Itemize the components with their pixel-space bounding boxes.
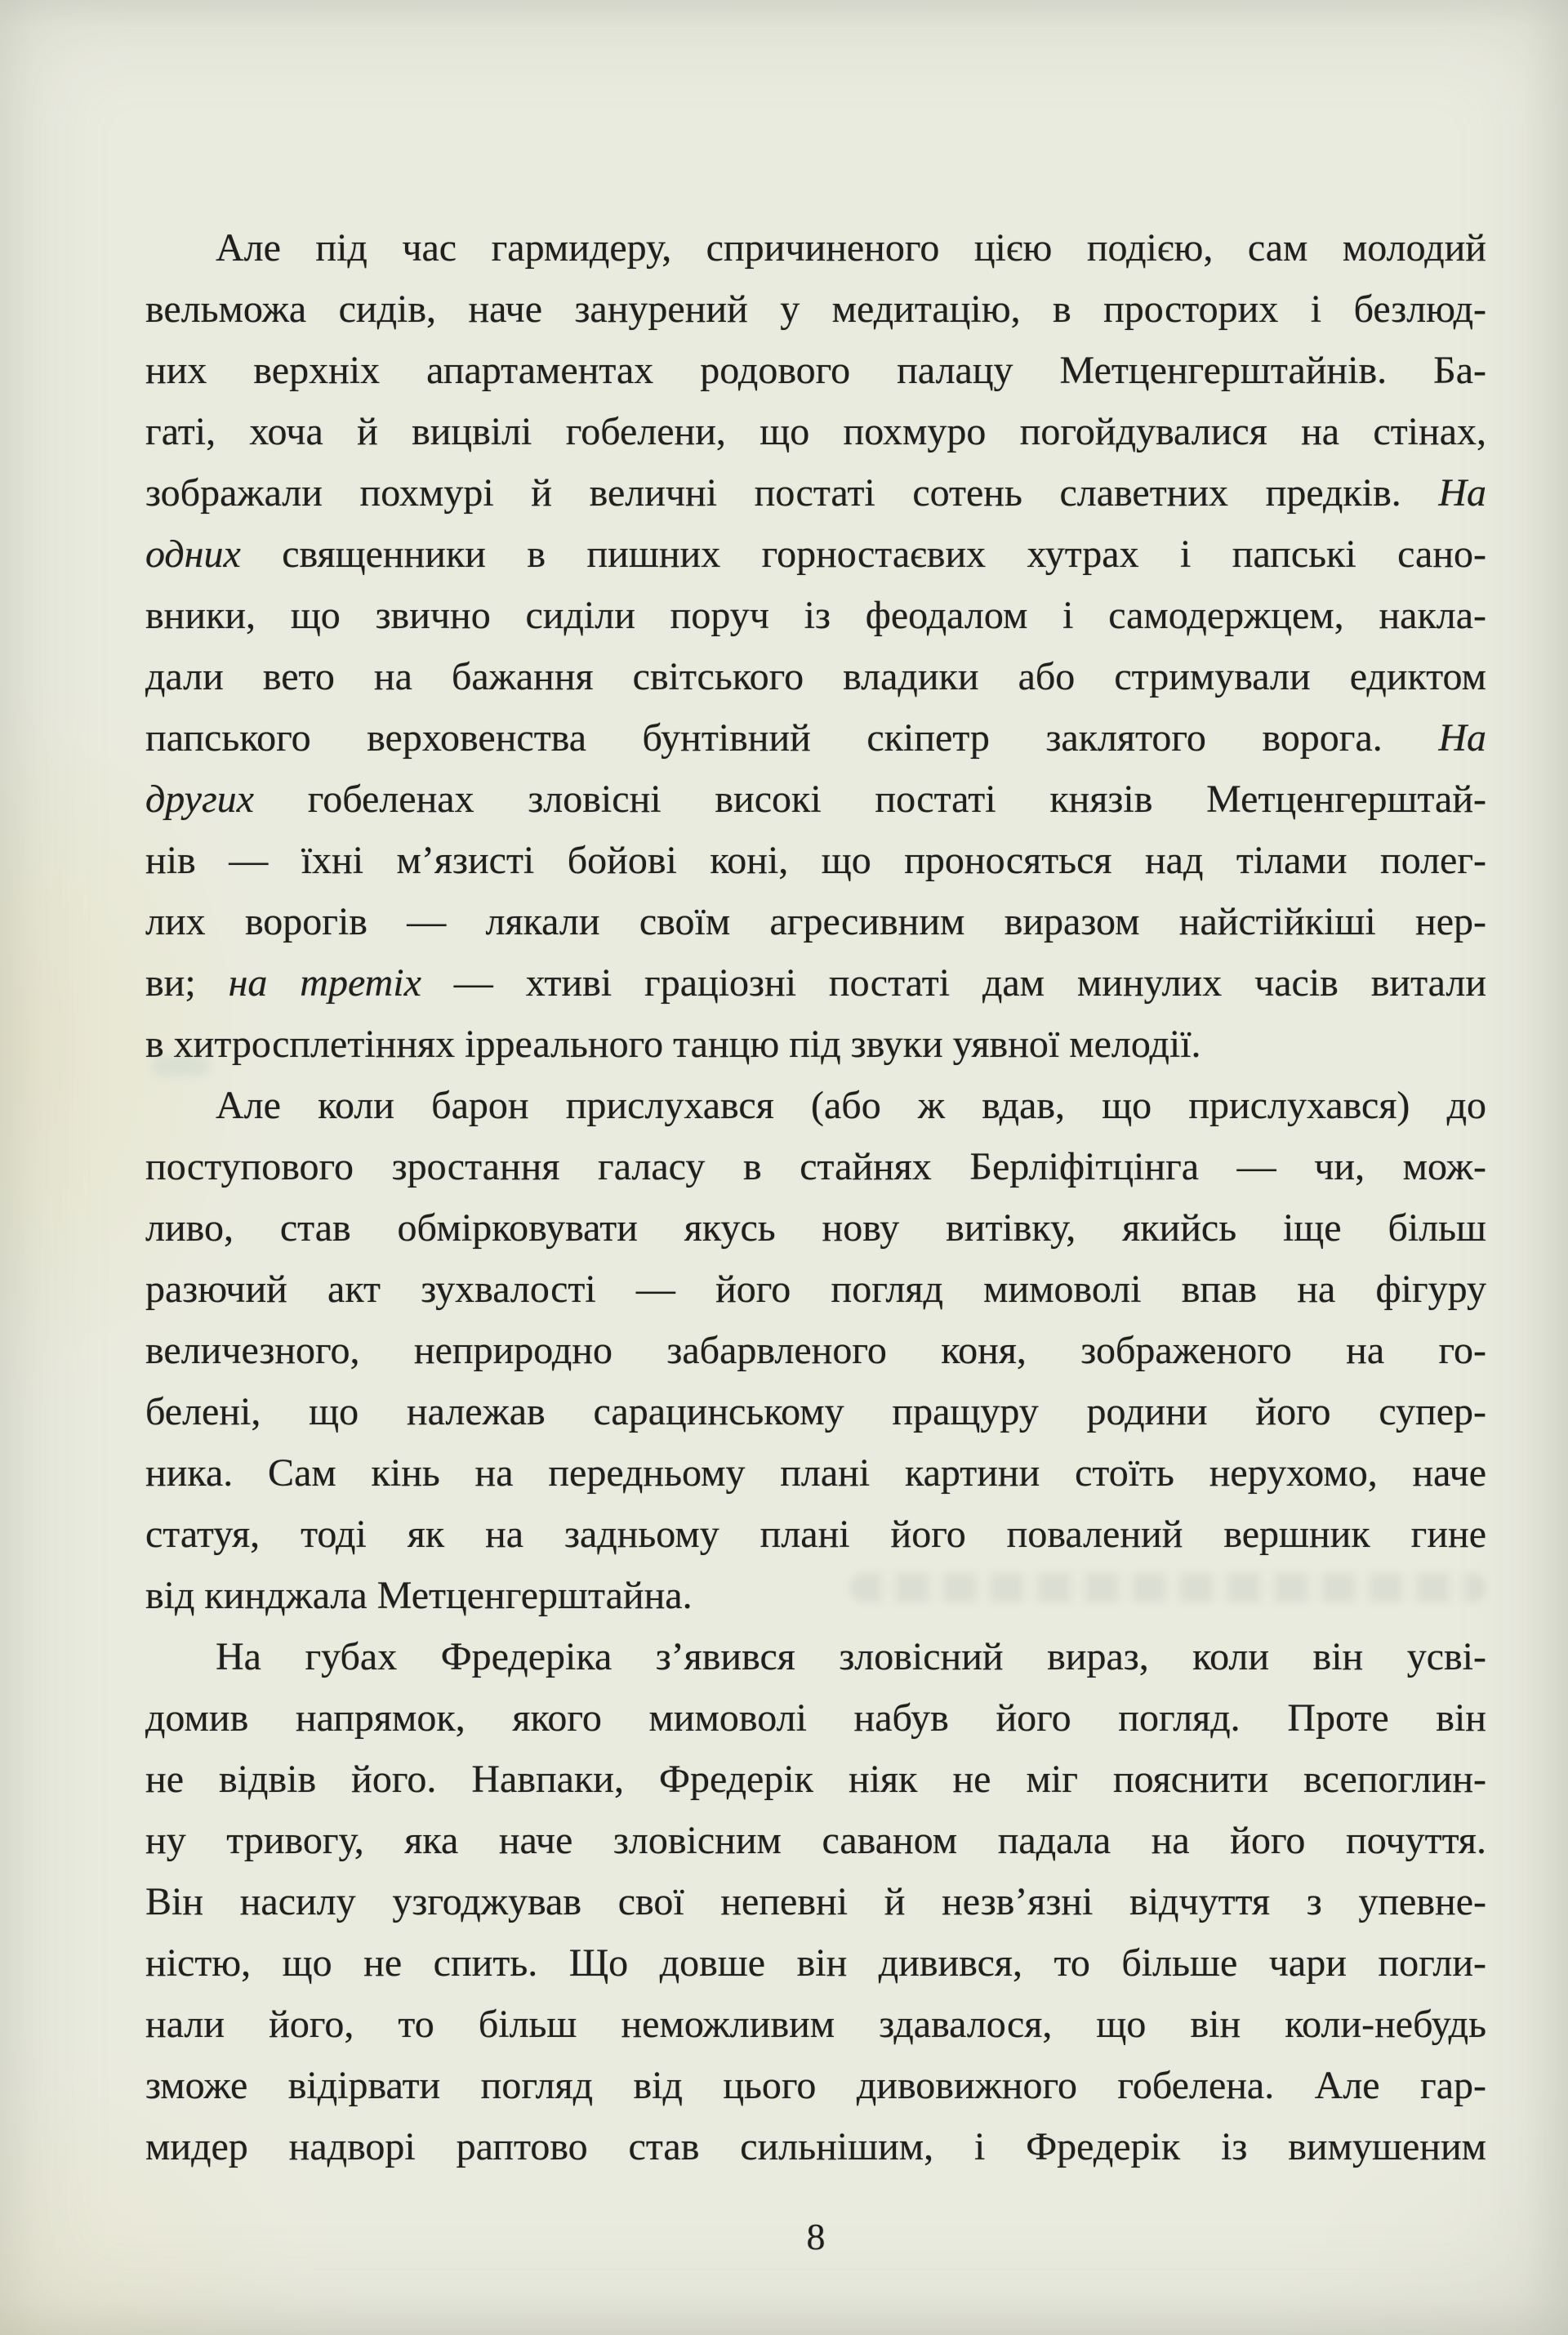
text-run: мидер надворі раптово став сильнішим, і Фредерік із вимушеним (145, 2125, 1486, 2168)
text-run: величезного, неприродно забарвленого коня, зображеного на го- (145, 1329, 1486, 1372)
italic-text-run: На (1438, 471, 1486, 515)
text-run: На губах Фредеріка з’явився зловісний вираз, коли він усві- (216, 1635, 1486, 1678)
text-run: дали вето на бажання світського владики або стримували едиктом (145, 655, 1486, 698)
text-run: — хтиві граціозні постаті дам минулих часів витали (421, 961, 1487, 1005)
text-run: разючий акт зухвалості — його погляд мимоволі впав на фігуру (145, 1268, 1486, 1311)
text-line (145, 891, 1486, 952)
text-line (145, 1075, 1486, 1136)
text-run: статуя, тоді як на задньому плані його повалений вершник гине (145, 1513, 1486, 1556)
text-line (145, 217, 1486, 279)
text-line (145, 1565, 1486, 1626)
text-line (145, 1014, 1486, 1075)
text-run: домив напрямок, якого мимоволі набув його погляд. Проте він (145, 1696, 1486, 1740)
text-line (145, 1442, 1486, 1504)
text-run: ну тривогу, яка наче зловісним саваном падала на його почуття. (145, 1819, 1486, 1862)
text-line (145, 1749, 1486, 1810)
text-line (145, 1871, 1486, 1932)
paragraph (145, 1075, 1486, 1626)
text-line (145, 1136, 1486, 1197)
text-line (145, 1932, 1486, 1994)
text-run: нали його, то більш неможливим здавалося, що він коли-небудь (145, 2003, 1486, 2046)
text-line (145, 1626, 1486, 1687)
text-line (145, 769, 1486, 830)
text-line (145, 279, 1486, 340)
italic-text-run: на третіх (228, 961, 421, 1005)
text-line (145, 1810, 1486, 1871)
text-run: Він насилу узгоджував свої непевні й незв’язні відчуття з упевне- (145, 1880, 1486, 1923)
text-run: зможе відірвати погляд від цього дивовижного гобелена. Але гар- (145, 2064, 1486, 2107)
text-run: ви; (145, 961, 229, 1005)
text-run: священники в пишних горностаєвих хутрах і папські сано- (240, 533, 1486, 576)
text-line (145, 1259, 1486, 1320)
text-line (145, 401, 1486, 462)
italic-text-run: других (145, 778, 254, 821)
text-line (145, 585, 1486, 646)
text-run: белені, що належав сарацинському пращуру родини його супер- (145, 1390, 1486, 1433)
text-line (145, 830, 1486, 891)
text-run: них верхніх апартаментах родового палацу Метценгерштайнів. Ба- (145, 349, 1486, 392)
text-run: лих ворогів — лякали своїм агресивним виразом найстійкіші нер- (145, 900, 1486, 943)
text-run: папського верховенства бунтівний скіпетр заклятого ворога. (145, 716, 1439, 760)
text-line (145, 1381, 1486, 1442)
text-line (145, 1504, 1486, 1565)
text-line (145, 1994, 1486, 2055)
text-line (145, 1197, 1486, 1259)
page-number: 8 (806, 2216, 826, 2257)
text-line (145, 707, 1486, 769)
text-run: Але коли барон прислухався (або ж вдав, що прислухався) до (216, 1084, 1486, 1127)
text-run: поступового зростання галасу в стайнях Берліфітцінга — чи, мож- (145, 1145, 1486, 1188)
text-run: ливо, став обмірковувати якусь нову витівку, якийсь іще більш (145, 1206, 1486, 1250)
text-line (145, 524, 1486, 585)
text-line (145, 1687, 1486, 1749)
text-line (145, 2116, 1486, 2177)
text-run: нів — їхні м’язисті бойові коні, що проносяться над тілами полег- (145, 839, 1486, 882)
italic-text-run: На (1438, 716, 1486, 760)
text-run: вельможа сидів, наче занурений у медитацію, в просторих і безлюд- (145, 287, 1486, 331)
text-line (145, 340, 1486, 401)
text-run: гаті, хоча й вицвілі гобелени, що похмуро погойдувалися на стінах, (145, 410, 1486, 453)
paragraph (145, 217, 1486, 1075)
text-line (145, 952, 1486, 1014)
text-line (145, 2055, 1486, 2116)
text-run: гобеленах зловісні високі постаті князів Метценгерштай- (253, 778, 1486, 821)
text-run: ника. Сам кінь на передньому плані картини стоїть нерухомо, наче (145, 1451, 1486, 1495)
text-run: в хитросплетіннях ірреального танцю під звуки уявної мелодії. (145, 1023, 1201, 1066)
text-run: ністю, що не спить. Що довше він дивився, то більше чари погли- (145, 1941, 1486, 1985)
text-run: від кинджала Метценгерштайна. (145, 1574, 693, 1617)
text-run: зображали похмурі й величні постаті сотень славетних предків. (145, 471, 1439, 515)
text-line (145, 646, 1486, 707)
page-text-block (145, 217, 1486, 2177)
text-line (145, 462, 1486, 524)
italic-text-run: одних (145, 533, 241, 576)
text-line (145, 1320, 1486, 1381)
paragraph (145, 1626, 1486, 2177)
text-run: не відвів його. Навпаки, Фредерік ніяк не міг пояснити всепоглин- (145, 1758, 1486, 1801)
text-run: вники, що звично сиділи поруч із феодалом і самодержцем, накла- (145, 594, 1486, 637)
text-run: Але під час гармидеру, спричиненого цією подією, сам молодий (216, 226, 1486, 270)
